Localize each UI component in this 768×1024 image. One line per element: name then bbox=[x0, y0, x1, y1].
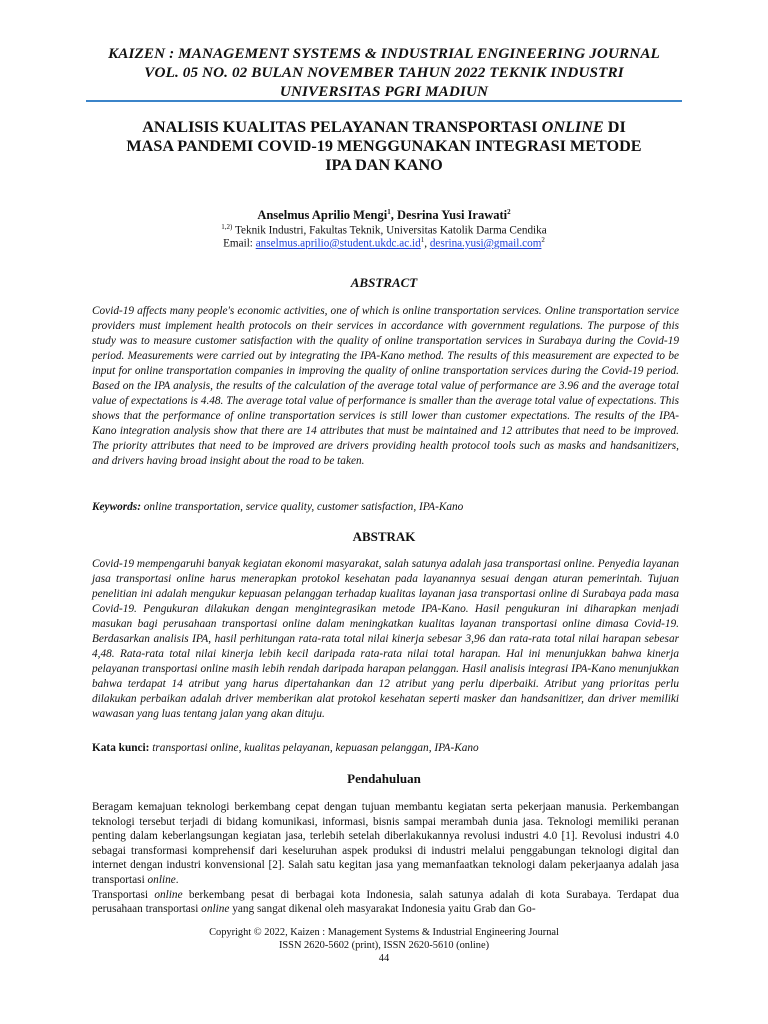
journal-header-line-3: UNIVERSITAS PGRI MADIUN bbox=[279, 83, 489, 100]
email-1-sup: 1 bbox=[420, 236, 425, 244]
title-line-3: IPA DAN KANO bbox=[325, 156, 443, 174]
abstract-heading: ABSTRACT bbox=[350, 275, 418, 290]
author-separator: , bbox=[390, 208, 397, 223]
affiliation-sup: 1,2) bbox=[221, 223, 233, 231]
p1-online: online bbox=[147, 873, 176, 886]
abstrak-heading: ABSTRAK bbox=[352, 529, 416, 544]
email-line bbox=[0, 236, 768, 250]
title-line-2: MASA PANDEMI COVID-19 MENGGUNAKAN INTEGRASI METODE bbox=[126, 137, 642, 155]
kata-kunci-text: transportasi online, kualitas pelayanan, kepuasan pelanggan, IPA-Kano bbox=[149, 742, 479, 754]
keywords-text: online transportation, service quality, customer satisfaction, IPA-Kano bbox=[140, 501, 464, 513]
email-link-2[interactable]: desrina.yusi@gmail.com bbox=[429, 237, 542, 250]
abstract-keywords bbox=[92, 501, 679, 513]
email-separator: , bbox=[424, 237, 430, 250]
header-divider bbox=[86, 100, 682, 102]
pendahuluan-heading: Pendahuluan bbox=[347, 771, 421, 786]
affiliation bbox=[0, 223, 768, 237]
journal-header-line-1: KAIZEN : MANAGEMENT SYSTEMS & INDUSTRIAL ENGINEERING JOURNAL bbox=[108, 45, 660, 62]
author-2-sup: 2 bbox=[507, 208, 511, 216]
keywords-label: Keywords: bbox=[92, 501, 141, 513]
paper-title bbox=[80, 118, 688, 175]
p2-c: yang sangat dikenal oleh masyarakat Indonesia yaitu Grab dan Go- bbox=[229, 903, 536, 916]
p2-online-2: online bbox=[201, 903, 230, 916]
abstract-text: Covid-19 affects many people's economic activities, one of which is online transportation services. Online transportation service providers must implement health protocols on their services in accordance with government regulations. The purpose of this study was to measure customer satisfaction with the quality of online transportation services in Surabaya during the Covid-19 period. Measurements were carried out by integrating the IPA-Kano method. The results of this measurement are expected to be input for online transportation companies in improving the quality of online transportation services during the Covid-19 period. Based on the IPA analysis, the results of the calculation of the average total value of performance are 3.96 and the average total value of expectations is 4.48. The average total value of performance is smaller than the average total value of expectations. This shows that the performance of online transportation services is still lower than customer expectations. The results of the IPA-Kano integration analysis show that there are 14 attributes that must be maintained and 12 attributes that need to be improved. The priority attributes that need to be improved are drivers providing health protocol tools such as masks and handsanitizers, and drivers having broad insight about the road to be taken. bbox=[92, 305, 679, 467]
pendahuluan-body bbox=[92, 800, 679, 917]
p1-end: . bbox=[175, 873, 179, 886]
footer-issn: ISSN 2620-5602 (print), ISSN 2620-5610 (online) bbox=[278, 940, 490, 951]
page-number: 44 bbox=[378, 953, 390, 964]
p1-text: Beragam kemajuan teknologi berkembang cepat dengan tujuan membantu kegiatan serta pekerjaan manusia. Perkembangan teknologi tersebut terjadi di bidang komunikasi, informasi, bisnis sampai merambah dunia jasa. Teknologi memiliki peranan penting dalam keberlangsungan kegiatan jasa, terlebih setelah diberlakukannya revolusi industri 4.0 [1]. Revolusi industri 4.0 sebagai transformasi komprehensif dari keseluruhan aspek produksi di industri melalui penggabungan teknologi digital dan internet dengan industri konvensional [2]. Salah satu kegitan jasa yang memanfaatkan teknologi dalam pekerjaanya adalah jasa transportasi bbox=[92, 801, 679, 886]
author-list bbox=[0, 208, 768, 223]
email-2-sup: 2 bbox=[541, 236, 545, 244]
author-1-sup: 1 bbox=[387, 208, 391, 216]
pendahuluan-paragraph-2 bbox=[92, 888, 679, 917]
title-online-word: ONLINE bbox=[541, 118, 604, 136]
author-2: Desrina Yusi Irawati bbox=[396, 208, 508, 223]
p2-online-1: online bbox=[154, 888, 183, 901]
p2-b: berkembang pesat di berbagai kota Indonesia, salah satunya adalah di kota Surabaya. Terdapat dua perusahaan transportasi bbox=[92, 888, 679, 916]
abstrak-text: Covid-19 mempengaruhi banyak kegiatan ekonomi masyarakat, salah satunya adalah jasa transportasi online. Penyedia layanan jasa transportasi online harus menerapkan protokol kesehatan pada layanannya sesuai dengan aturan pemerintah. Tujuan penelitian ini adalah mengukur kepuasan pelanggan terhadap kualitas layanan jasa transportasi online di Surabaya pada masa Covid-19. Pengukuran dilakukan dengan mengintegrasikan metode IPA-Kano. Hasil pengukuran ini diharapkan menjadi masukan bagi perusahaan transportasi online dalam meningkatkan kualitas layanan transportasi online dimasa Covid-19. Berdasarkan analisis IPA, hasil perhitungan rata-rata total nilai kinerja sebesar 3,96 dan rata-rata total nilai harapan sebesar 4,48. Rata-rata total nilai kinerja lebih kecil daripada rata-rata nilai total harapan. Hal ini menunjukkan bahwa kinerja pelayanan transportasi online masih lebih rendah daripada harapan pelanggan. Hasil analisis integrasi IPA-Kano menunjukkan bahwa terdapat 14 atribut yang harus dipertahankan dan 12 atribut yang perlu diperbaiki. Atribut yang prioritas perlu dilakukan perbaikan adalah driver memberikan alat protokol kesehatan seperti masker dan handsanitizer, dan driver memiliki wawasan yang luas tentang jalan yang akan dituju. bbox=[92, 558, 679, 720]
email-link-1[interactable]: anselmus.aprilio@student.ukdc.ac.id bbox=[255, 237, 421, 250]
affiliation-text: Teknik Industri, Fakultas Teknik, Universitas Katolik Darma Cendika bbox=[232, 224, 547, 237]
abstrak-keywords bbox=[92, 742, 679, 754]
journal-header-line-2: VOL. 05 NO. 02 BULAN NOVEMBER TAHUN 2022 TEKNIK INDUSTRI bbox=[144, 64, 624, 81]
footer-copyright: Copyright © 2022, Kaizen : Management Systems & Industrial Engineering Journal bbox=[209, 927, 559, 938]
email-label: Email: bbox=[223, 237, 256, 250]
author-1: Anselmus Aprilio Mengi bbox=[257, 208, 388, 223]
title-line-1-end: DI bbox=[603, 118, 626, 136]
title-line-1-start: ANALISIS KUALITAS PELAYANAN TRANSPORTASI bbox=[142, 118, 542, 136]
pendahuluan-paragraph-1 bbox=[92, 800, 679, 888]
kata-kunci-label: Kata kunci: bbox=[92, 742, 150, 754]
p2-a: Transportasi bbox=[92, 888, 155, 901]
